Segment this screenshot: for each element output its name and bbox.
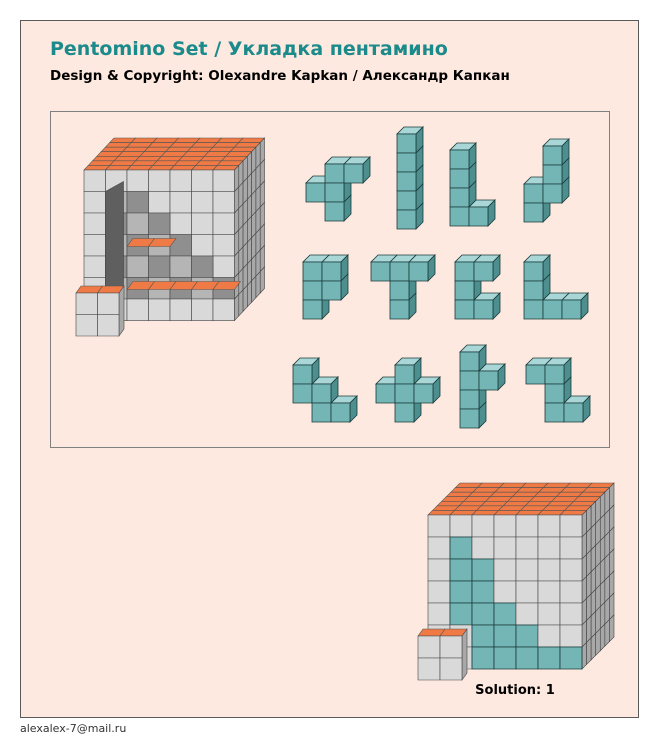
cube-side-cell <box>600 624 605 651</box>
solution-piece-cell <box>450 537 472 559</box>
cube-front-cell <box>560 537 582 559</box>
solution-piece-cell <box>450 603 472 625</box>
cube-side-cell <box>605 620 610 647</box>
detached-block-side <box>462 629 467 680</box>
detached-block-cell <box>98 315 120 337</box>
cube-side-cell <box>609 615 614 642</box>
detached-block-cell <box>76 293 98 315</box>
solution-piece-cell <box>494 625 516 647</box>
cube-front-cell <box>149 170 171 192</box>
cube-front-cell <box>560 515 582 537</box>
pentomino-u <box>455 255 500 319</box>
cube-front-cell <box>84 170 106 192</box>
cube-front-cell <box>450 515 472 537</box>
cube-side-cell <box>256 272 260 298</box>
cube-solution-illustration <box>418 483 614 680</box>
piece-cell <box>562 300 581 319</box>
cavity-cell <box>170 235 192 257</box>
detached-block-cell <box>418 636 440 658</box>
cavity-cell <box>192 256 214 278</box>
piece-cell <box>469 207 488 226</box>
pentomino-f <box>306 157 370 221</box>
piece-cell <box>474 262 493 281</box>
cube-front-cell <box>538 559 560 581</box>
piece-cell <box>455 262 474 281</box>
cavity-cell <box>149 256 171 278</box>
piece-cell <box>395 384 414 403</box>
solution-piece-cell <box>472 647 494 669</box>
solution-piece-cell <box>516 647 538 669</box>
cube-front-cell <box>494 537 516 559</box>
cube-front-cell <box>84 192 106 214</box>
solution-piece-cell <box>494 603 516 625</box>
cube-front-cell <box>560 603 582 625</box>
piece-cell <box>303 300 322 319</box>
cube-front-cell <box>213 213 235 235</box>
cube-front-cell <box>538 625 560 647</box>
solution-piece-cell <box>538 647 560 669</box>
cube-side-cell <box>239 290 243 316</box>
piece-cell <box>479 371 498 390</box>
copyright-line: Design & Copyright: Olexandre Kapkan / Александр Капкан <box>50 68 510 84</box>
cube-front-cell <box>213 192 235 214</box>
piece-cell <box>450 207 469 226</box>
piece-cell <box>306 183 325 202</box>
piece-cell <box>460 409 479 428</box>
cube-puzzle-illustration <box>76 138 265 336</box>
cube-front-cell <box>516 515 538 537</box>
pentomino-y <box>460 345 505 428</box>
solution-piece-cell <box>472 581 494 603</box>
cube-front-cell <box>84 235 106 257</box>
detached-block-cell <box>76 315 98 337</box>
pentomino-pieces <box>293 127 590 428</box>
cavity-cell <box>170 256 192 278</box>
piece-cell <box>397 153 416 172</box>
piece-cell <box>344 164 363 183</box>
piece-cell <box>371 262 390 281</box>
detached-block-cell <box>440 658 462 680</box>
cube-side-cell <box>243 285 247 311</box>
piece-cell <box>524 281 543 300</box>
cube-front-cell <box>516 537 538 559</box>
author-email: alexalex-7@mail.ru <box>20 722 127 735</box>
solution-piece-cell <box>472 559 494 581</box>
piece-cell <box>524 262 543 281</box>
piece-cell <box>312 384 331 403</box>
cube-front-cell <box>127 170 149 192</box>
cube-front-cell <box>472 515 494 537</box>
cube-front-cell <box>213 299 235 321</box>
cube-front-cell <box>538 603 560 625</box>
piece-cell <box>545 365 564 384</box>
cube-side-cell <box>582 642 587 669</box>
piece-cell <box>543 300 562 319</box>
detached-block-cell <box>440 636 462 658</box>
cube-front-cell <box>516 603 538 625</box>
cube-front-cell <box>516 559 538 581</box>
piece-cell <box>376 384 395 403</box>
cube-front-cell <box>149 299 171 321</box>
piece-cell <box>312 403 331 422</box>
piece-cell <box>450 150 469 169</box>
cube-side-cell <box>591 633 596 660</box>
piece-cell <box>543 184 562 203</box>
cube-front-cell <box>560 581 582 603</box>
cube-front-cell <box>428 603 450 625</box>
piece-cell <box>543 146 562 165</box>
page-title: Pentomino Set / Укладка пентамино <box>50 38 448 60</box>
piece-cell <box>390 262 409 281</box>
cube-front-cell <box>494 559 516 581</box>
piece-cell <box>460 352 479 371</box>
piece-cell <box>325 202 344 221</box>
piece-cell <box>397 210 416 229</box>
piece-cell <box>303 262 322 281</box>
piece-cell <box>293 384 312 403</box>
piece-cell <box>474 300 493 319</box>
cavity-cell <box>127 213 149 235</box>
cube-side-cell <box>252 276 256 302</box>
cube-front-cell <box>538 581 560 603</box>
solution-piece-cell <box>494 647 516 669</box>
piece-cell <box>524 300 543 319</box>
piece-cell <box>414 384 433 403</box>
piece-cell <box>450 188 469 207</box>
piece-cell <box>524 184 543 203</box>
cube-side-cell <box>235 294 239 320</box>
cube-front-cell <box>516 581 538 603</box>
cube-front-cell <box>560 559 582 581</box>
piece-cell <box>390 300 409 319</box>
piece-cell <box>526 365 545 384</box>
piece-cell <box>397 191 416 210</box>
cube-side-cell <box>247 281 251 307</box>
solution-label: Solution: 1 <box>475 683 555 698</box>
pentomino-l <box>450 143 495 226</box>
piece-cell <box>397 172 416 191</box>
pentomino-p <box>303 255 348 319</box>
cube-side-cell <box>587 638 592 665</box>
piece-cell <box>455 281 474 300</box>
piece-cell <box>303 281 322 300</box>
detached-block-cell <box>98 293 120 315</box>
pentomino-z <box>526 358 590 422</box>
cube-front-cell <box>213 256 235 278</box>
cavity-cell <box>127 256 149 278</box>
piece-cell <box>450 169 469 188</box>
cube-front-cell <box>170 299 192 321</box>
piece-cell <box>325 164 344 183</box>
pentomino-x <box>376 358 440 422</box>
cube-front-cell <box>428 537 450 559</box>
piece-cell <box>325 183 344 202</box>
cavity-cell <box>127 192 149 214</box>
cube-front-cell <box>192 235 214 257</box>
cube-front-cell <box>149 192 171 214</box>
piece-cell <box>322 262 341 281</box>
cube-side-cell <box>596 629 601 656</box>
pentomino-n <box>524 139 569 222</box>
cube-front-cell <box>494 515 516 537</box>
cube-front-cell <box>192 170 214 192</box>
cube-front-cell <box>170 192 192 214</box>
cube-front-cell <box>170 170 192 192</box>
solution-piece-cell <box>516 625 538 647</box>
cube-front-cell <box>472 537 494 559</box>
piece-cell <box>322 281 341 300</box>
piece-cell <box>564 403 583 422</box>
piece-cell <box>460 371 479 390</box>
solution-piece-cell <box>450 581 472 603</box>
piece-cell <box>395 403 414 422</box>
piece-cell <box>455 300 474 319</box>
cube-front-cell <box>170 213 192 235</box>
cube-front-cell <box>428 515 450 537</box>
piece-cell <box>395 365 414 384</box>
cube-front-cell <box>538 515 560 537</box>
cube-front-cell <box>560 625 582 647</box>
piece-cell <box>390 281 409 300</box>
cube-front-cell <box>84 256 106 278</box>
cube-side-cell <box>260 267 264 293</box>
cube-front-cell <box>494 581 516 603</box>
solution-piece-cell <box>560 647 582 669</box>
piece-cell <box>409 262 428 281</box>
pentomino-i <box>397 127 423 229</box>
detached-block-cell <box>418 658 440 680</box>
pentomino-w <box>293 358 357 422</box>
solution-piece-cell <box>472 625 494 647</box>
cube-front-cell <box>192 192 214 214</box>
solution-piece-cell <box>450 559 472 581</box>
piece-cell <box>460 390 479 409</box>
cube-front-cell <box>428 581 450 603</box>
cavity-wall <box>106 182 124 300</box>
piece-cell <box>543 165 562 184</box>
piece-cell <box>397 134 416 153</box>
cube-front-cell <box>213 235 235 257</box>
piece-cell <box>545 384 564 403</box>
solution-piece-cell <box>472 603 494 625</box>
cube-front-cell <box>127 299 149 321</box>
cube-front-cell <box>192 213 214 235</box>
cube-front-cell <box>84 213 106 235</box>
piece-cell <box>524 203 543 222</box>
cube-front-cell <box>428 559 450 581</box>
pentomino-t <box>371 255 435 319</box>
cube-front-cell <box>213 170 235 192</box>
piece-cell <box>293 365 312 384</box>
cube-front-cell <box>538 537 560 559</box>
detached-block-side <box>119 286 124 336</box>
piece-cell <box>545 403 564 422</box>
cube-front-cell <box>192 299 214 321</box>
cavity-cell <box>149 213 171 235</box>
pentomino-v <box>524 255 588 319</box>
piece-cell <box>331 403 350 422</box>
